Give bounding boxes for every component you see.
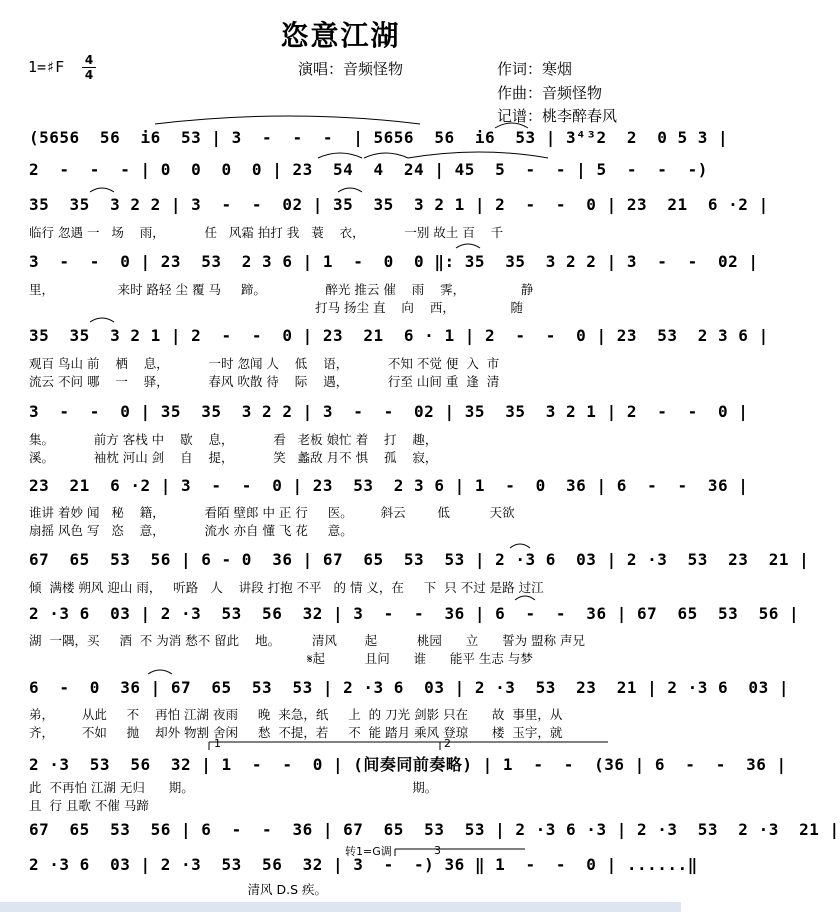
notation-line: 67 65 53 56 | 6 - 0 36 | 67 65 53 53 | 2 ·3 6 03 | 2 ·3 53 23 21 | [29, 550, 810, 569]
volta-label: 2 [444, 737, 451, 750]
notation-line: 67 65 53 56 | 6 - - 36 | 67 65 53 53 | 2 ·3 6 ·3 | 2 ·3 53 2 ·3 21 | [29, 820, 840, 839]
lyric-line: 清风 D.S 疾。 [29, 882, 328, 897]
slur [408, 152, 548, 158]
notation-line: 6 - 0 36 | 67 65 53 53 | 2 ·3 6 03 | 2 ·3 53 23 21 | 2 ·3 6 03 | [29, 678, 789, 697]
lyric-line: 集。 前方 客栈 中 歇 息， 看 老板 娘忙 着 打 趣， [29, 432, 438, 447]
volta-label: 1 [214, 737, 221, 750]
slur [338, 188, 362, 192]
lyric-line: 溪。 袖枕 河山 剑 自 提， 笑 蠡敌 月不 惧 孤 寂， [29, 450, 438, 465]
composer-credit: 作曲：音频怪物 [497, 84, 603, 102]
time-signature-bottom: 4 [84, 68, 94, 82]
slur [90, 188, 114, 192]
slur [515, 596, 535, 600]
score-title: 恣意江湖 [280, 19, 401, 52]
lyric-line: 且 行 且歌 不催 马蹄 [29, 798, 149, 813]
slur [456, 244, 480, 248]
lyric-line: 里， 来时 路轻 尘 覆 马 蹄。 醉光 推云 催 雨 霁， 静 [29, 282, 534, 297]
notation-line: 2 - - - | 0 0 0 0 | 23 54 4 24 | 45 5 - - | 5 - - -) [29, 160, 708, 179]
notation-line: 35 35 3 2 1 | 2 - - 0 | 23 21 6 · 1 | 2 - - 0 | 23 53 2 3 6 | [29, 326, 769, 345]
lyric-line: 𝄋起 且问 谁 能平 生志 与梦 [29, 651, 533, 666]
notation-line: 3 - - 0 | 23 53 2 3 6 | 1 - 0 0 ‖: 35 35 3 2 2 | 3 - - 02 | [29, 252, 759, 271]
lyric-line: 倾 满楼 朔风 迎山 雨， 听路 人 讲段 打抱 不平 的 情 义，在 下 只 不过 是路 过江 [29, 580, 544, 595]
slur [510, 544, 530, 548]
lyric-line: 观百 鸟山 前 栖 息， 一时 忽闻 人 低 语， 不知 不觉 便 入 市 [29, 356, 500, 371]
lyricist-credit: 作词：寒烟 [497, 60, 573, 78]
slur [155, 116, 420, 124]
lyric-line: 流云 不问 哪 一 驿， 春风 吹散 待 际 遇， 行至 山间 重 逢 清 [29, 374, 500, 389]
lyric-line: 临行 忽遇 一 场 雨， 任 风霜 拍打 我 蓑 衣， 一别 故土 百 千 [29, 225, 504, 240]
lyric-line: 谁讲 着妙 闻 秘 籍， 看陌 壁郎 中 正 行 医。 斜云 低 天欲 [29, 505, 515, 520]
lyric-line: 打马 扬尘 直 向 西， 随 [29, 300, 523, 315]
lyric-line: 扇摇 风色 写 恣 意， 流水 亦自 懂 飞 花 意。 [29, 523, 353, 538]
notation-line: (5656 56 i6 53 | 3 - - - | 5656 56 i6 53 | 3⁴³2 2 0 5 3 | [29, 128, 729, 147]
notation-line: 3 - - 0 | 35 35 3 2 2 | 3 - - 02 | 35 35 3 2 1 | 2 - - 0 | [29, 402, 749, 421]
notation-line: 2 ·3 53 56 32 | 1 - - 0 | (间奏同前奏略) | 1 - - (36 | 6 - - 36 | [29, 755, 787, 774]
key-signature: 1=♯F [28, 58, 65, 76]
lyric-line: 弟， 从此 不 再怕 江湖 夜雨 晚 来急，纸 上 的 刀光 剑影 只在 故 事里，从 [29, 707, 563, 722]
performer-credit: 演唱：音频怪物 [298, 60, 404, 78]
time-signature [82, 54, 96, 81]
notation-line: 23 21 6 ·2 | 3 - - 0 | 23 53 2 3 6 | 1 - 0 36 | 6 - - 36 | [29, 476, 749, 495]
volta-label: 3 [434, 844, 441, 857]
notation-line: 35 35 3 2 2 | 3 - - 02 | 35 35 3 2 1 | 2 - - 0 | 23 21 6 ·2 | [29, 195, 769, 214]
lyric-line: 湖 一隅，买 酒 不 为消 愁不 留此 地。 清风 起 桃园 立 誓为 盟称 声兄 [29, 633, 586, 648]
lyric-line: 齐， 不如 抛 却外 物割 舍闲 愁 不提，若 不 能 踏月 乘风 登琼 楼 玉宇，就 [29, 725, 563, 740]
modulation-marking: 转1=G调 [345, 845, 392, 858]
slur [364, 153, 408, 158]
lyric-line: 此 不再怕 江湖 无归 期。 期。 [29, 780, 438, 795]
slur [90, 318, 114, 322]
slur [318, 153, 362, 158]
notation-line: 2 ·3 6 03 | 2 ·3 53 56 32 | 3 - - 36 | 6 - - 36 | 67 65 53 56 | [29, 604, 800, 623]
notation-line: 2 ·3 6 03 | 2 ·3 53 56 32 | 3 - -) 36 ‖ 1 - - 0 | ......‖ [29, 855, 698, 874]
page-bottom-band [0, 902, 681, 912]
time-signature-top: 4 [84, 53, 94, 67]
transcriber-credit: 记谱：桃李醉春风 [497, 107, 618, 125]
slur [148, 670, 172, 674]
